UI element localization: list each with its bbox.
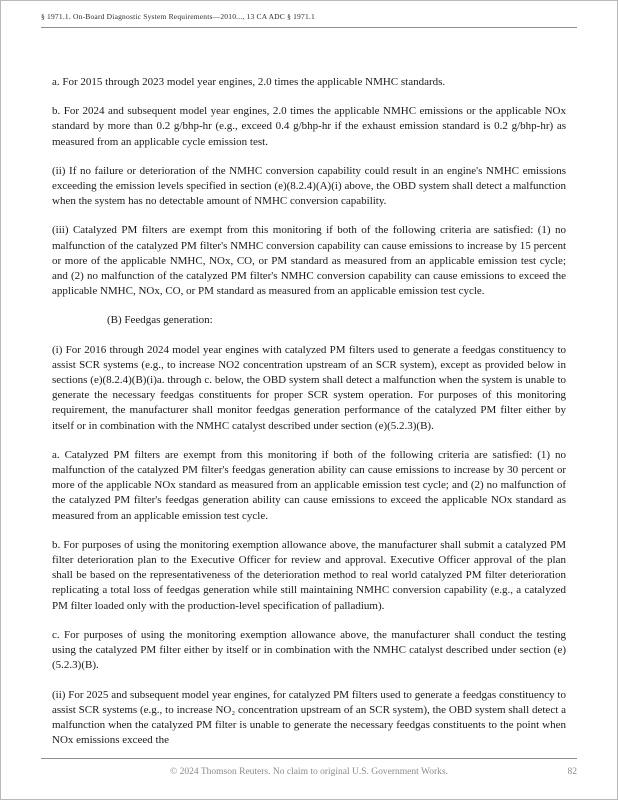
- paragraph: (iii) Catalyzed PM filters are exempt from this monitoring if both of the following criteria are satisfied: (1) no malfunction of the catalyzed PM filter's NMHC conversion capability can cause emissions to increase by 15 percent or more of the applicable NMHC, NOx, CO, or PM standard as measured from an applicable emission test cycle; and (2) no malfunction of the catalyzed PM filter's NMHC conversion capability can cause emissions to exceed the applicable NMHC, NOx, CO, or PM standard as measured from an applicable emission test cycle.: [52, 224, 566, 298]
- paragraph: b. For 2024 and subsequent model year engines, 2.0 times the applicable NMHC emissions or the applicable NOx standard by more than 0.2 g/bhp-hr (e.g., exceed 0.4 g/bhp-hr if the exhaust emission standard is 0.2 g/bhp-hr) as measured from an applicable cycle emission test.: [52, 105, 566, 148]
- header-divider: [41, 27, 577, 28]
- paragraph: b. For purposes of using the monitoring exemption allowance above, the manufacturer shall submit a catalyzed PM filter deterioration plan to the Executive Officer for review and approval. Executive Officer approval of the plan shall be based on the representativeness of the deterioration method to real world catalyzed PM filter deterioration replicating a total loss of feedgas generation while still maintaining NMHC conversion capability (e.g., a catalyzed PM filter loaded only with the production-level specification of palladium).: [52, 538, 566, 612]
- paragraph: c. For purposes of using the monitoring exemption allowance above, the manufacturer shall conduct the testing using the catalyzed PM filter either by itself or in combination with the NMHC catalyst described under section (e)(5.2.3)(B).: [52, 628, 566, 672]
- paragraph: (ii) If no failure or deterioration of the NMHC conversion capability could result in an engine's NMHC emissions exceeding the emission levels specified in section (e)(8.2.4)(A)(i) above, the OBD system shall detect a malfunction when the system has no detectable amount of NMHC conversion capability.: [52, 164, 566, 208]
- running-header-citation: § 1971.1. On-Board Diagnostic System Requirements—2010..., 13 CA ADC § 1971.1: [41, 12, 315, 21]
- paragraph: (ii) For 2025 and subsequent model year engines, for catalyzed PM filters used to generate a feedgas constituency to assist SCR systems (e.g., to increase NO₂ concentration upstream of an SCR system), the OBD system shall detect a malfunction when the catalyzed PM filter is unable to generate the necessary feedgas constituents to the point when NOx emissions exceed the: [52, 688, 566, 747]
- page-number: 82: [567, 767, 577, 777]
- footer: [41, 767, 577, 777]
- footer-copyright: © 2024 Thomson Reuters. No claim to original U.S. Government Works.: [170, 767, 448, 777]
- paragraph: a. For 2015 through 2023 model year engines, 2.0 times the applicable NMHC standards.: [52, 76, 446, 88]
- footer-divider: [41, 758, 577, 759]
- paragraph: a. Catalyzed PM filters are exempt from this monitoring if both of the following criteria are satisfied: (1) no malfunction of the catalyzed PM filter's feedgas generation ability can cause emissions to increase by 30 percent or more of the applicable NOx standard as measured from an applicable emission test cycle; and (2) no malfunction of the catalyzed PM filter's feedgas generation ability can cause emissions to exceed the applicable NOx standard as measured from an applicable emission test cycle.: [52, 448, 566, 522]
- paragraph-heading: (B) Feedgas generation:: [107, 314, 213, 327]
- paragraph: (i) For 2016 through 2024 model year engines with catalyzed PM filters used to generate a feedgas constituency to assist SCR systems (e.g., to increase NO2 concentration upstream of an SCR system), except as provided below in sections (e)(8.2.4)(B)(i)a. through c. below, the OBD system shall detect a malfunction when the system is unable to generate the necessary feedgas constituents for proper SCR system operation. For purposes of this monitoring requirement, the manufacturer shall monitor feedgas generation performance of the catalyzed PM filter either by itself or in combination with the NMHC catalyst described under section (e)(5.2.3)(B).: [52, 343, 566, 432]
- document-body: [52, 75, 566, 762]
